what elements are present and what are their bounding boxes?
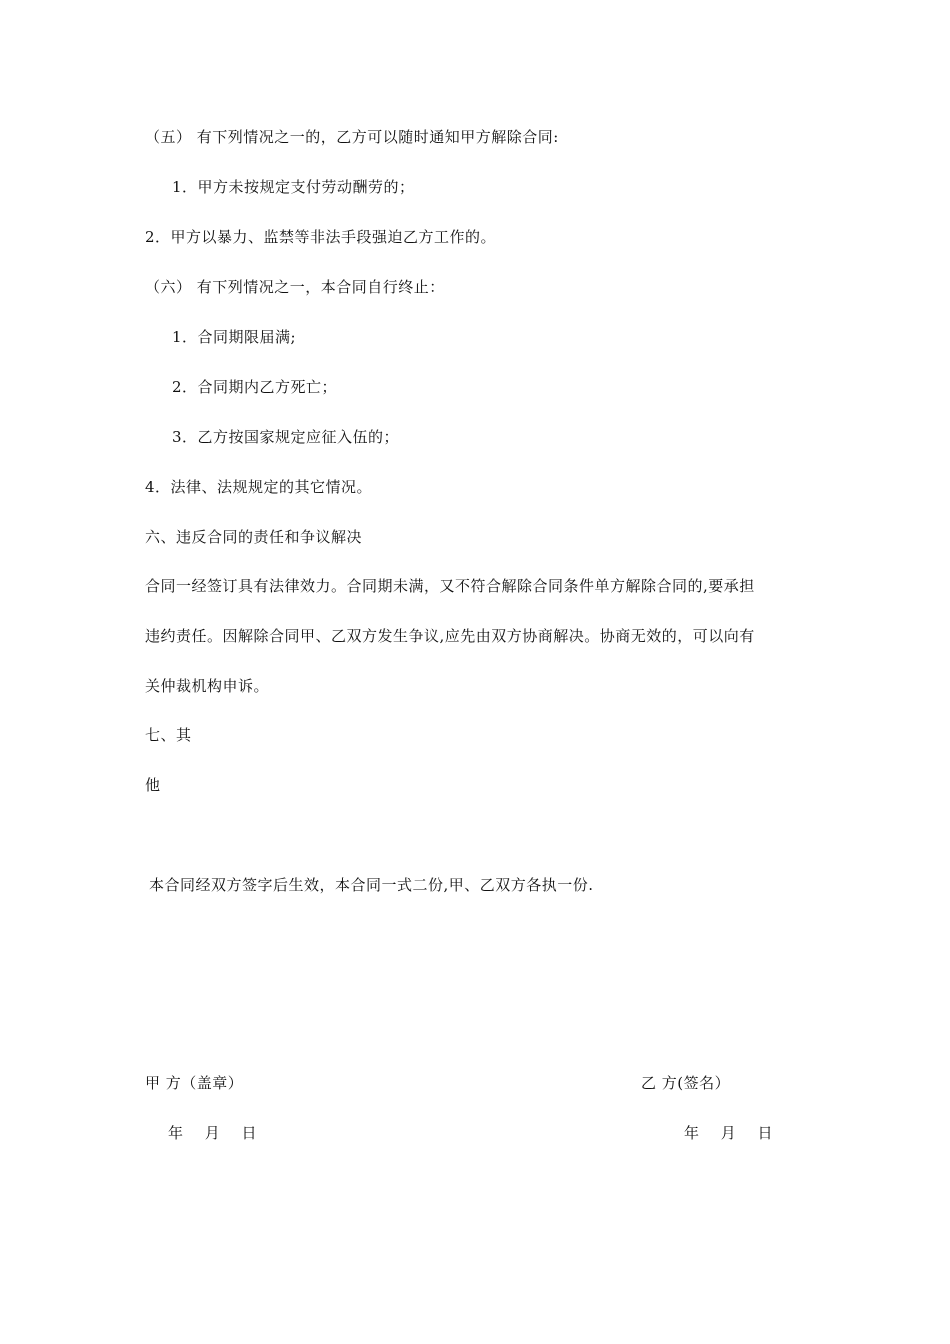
clause-6-item-3: 3．乙方按国家规定应征入伍的； <box>172 428 400 446</box>
section-6-heading: 六、违反合同的责任和争议解决 <box>145 528 363 546</box>
clause-6-item-1: 1．合同期限届满; <box>172 328 297 346</box>
section-7-heading: 七、其 <box>145 726 192 744</box>
section-7-heading-continued: 他 <box>145 776 161 794</box>
clause-6-item-2: 2．合同期内乙方死亡； <box>172 378 338 396</box>
clause-5-item-2: 2．甲方以暴力、监禁等非法手段强迫乙方工作的。 <box>145 228 497 246</box>
party-b-label: 乙 方(签名） <box>641 1074 731 1092</box>
clause-5-item-1: 1．甲方未按规定支付劳动酬劳的； <box>172 178 415 196</box>
clause-5-heading: （五） 有下列情况之一的，乙方可以随时通知甲方解除合同: <box>145 128 559 146</box>
party-a-label: 甲 方（盖章） <box>145 1074 244 1092</box>
section-6-paragraph-line-2: 违约责任。因解除合同甲、乙双方发生争议,应先由双方协商解决。协商无效的，可以向有 <box>145 627 755 645</box>
party-a-date: 年 月 日 <box>168 1124 258 1142</box>
effective-clause: 本合同经双方签字后生效，本合同一式二份,甲、乙双方各执一份. <box>149 876 594 894</box>
clause-6-heading: （六） 有下列情况之一，本合同自行终止： <box>145 278 445 296</box>
party-b-date: 年 月 日 <box>684 1124 774 1142</box>
section-6-paragraph-line-3: 关仲裁机构申诉。 <box>145 677 270 695</box>
clause-6-item-4: 4．法律、法规规定的其它情况。 <box>145 478 373 496</box>
section-6-paragraph-line-1: 合同一经签订具有法律效力。合同期未满，又不符合解除合同条件单方解除合同的,要承担 <box>145 577 755 595</box>
